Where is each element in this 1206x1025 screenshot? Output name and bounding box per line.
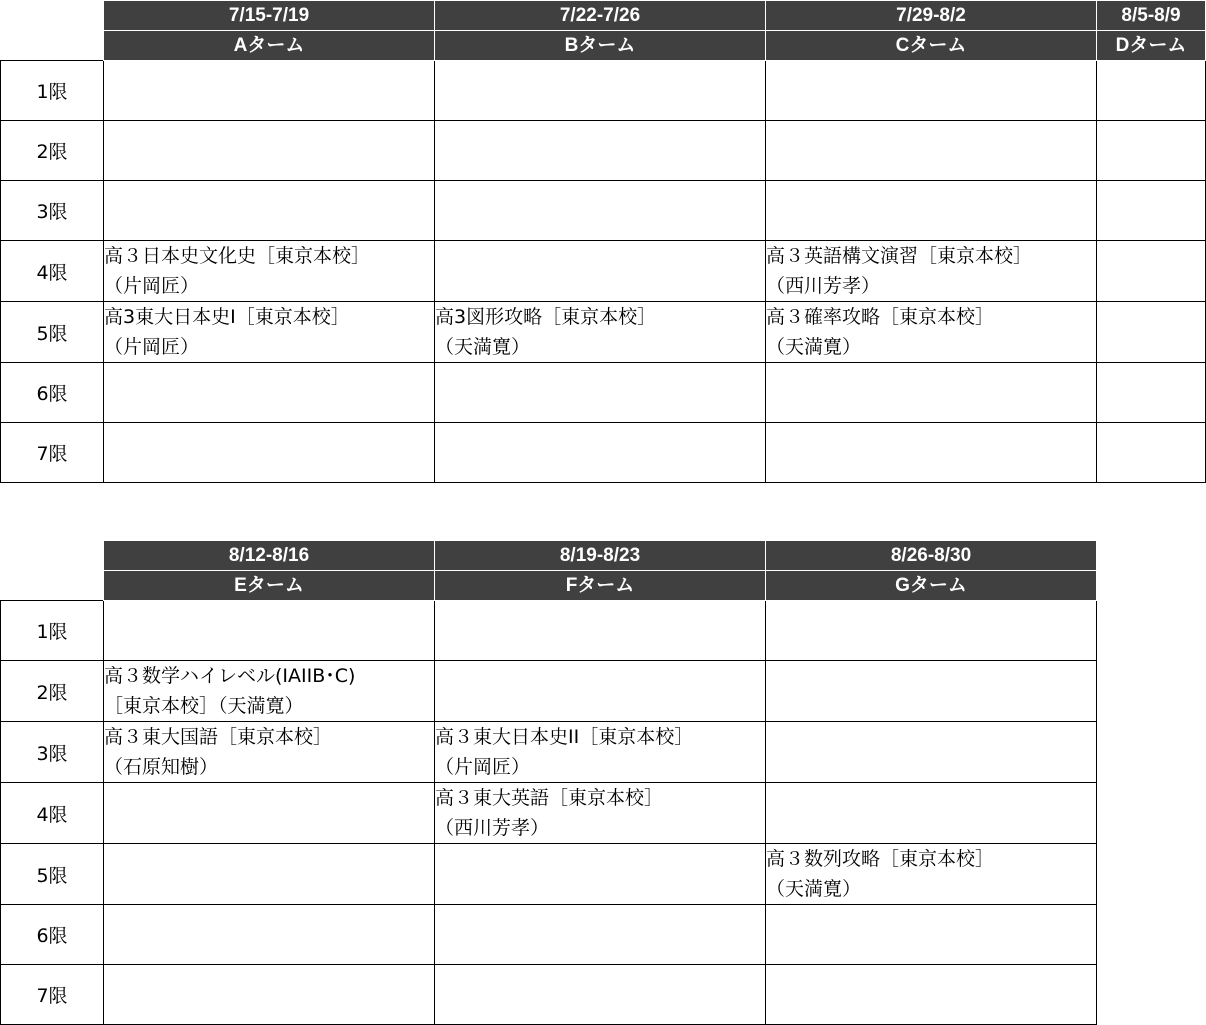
class-cell bbox=[766, 302, 1097, 363]
class-cell bbox=[766, 844, 1097, 905]
term-header: Fターム bbox=[435, 571, 766, 601]
date-header: 7/22-7/26 bbox=[435, 1, 766, 31]
period-row bbox=[1, 661, 1097, 722]
course-title: 高３数学ハイレベル(IAIIB･C) bbox=[104, 665, 356, 687]
date-header: 8/12-8/16 bbox=[104, 541, 435, 571]
class-cell bbox=[435, 965, 766, 1025]
course-title: 高３確率攻略［東京本校］ bbox=[766, 306, 995, 328]
class-cell bbox=[766, 722, 1097, 783]
class-cell bbox=[766, 363, 1097, 423]
period-row bbox=[1, 844, 1097, 905]
class-cell bbox=[1097, 241, 1206, 302]
period-label: 1限 bbox=[1, 61, 104, 121]
corner-cell bbox=[1, 571, 104, 601]
class-cell bbox=[766, 783, 1097, 844]
period-row bbox=[1, 121, 1206, 181]
period-label: 4限 bbox=[1, 783, 104, 844]
class-cell bbox=[766, 601, 1097, 661]
class-cell bbox=[1097, 423, 1206, 483]
course-detail: （西川芳孝） bbox=[435, 817, 550, 839]
term-header: Cターム bbox=[766, 31, 1097, 61]
class-cell bbox=[435, 423, 766, 483]
class-cell bbox=[766, 241, 1097, 302]
date-header: 7/29-8/2 bbox=[766, 1, 1097, 31]
class-cell bbox=[104, 61, 435, 121]
course-detail: ［東京本校］（天満寛） bbox=[104, 695, 304, 717]
course-detail: （石原知樹） bbox=[104, 756, 219, 778]
class-cell bbox=[766, 423, 1097, 483]
term-header: Bターム bbox=[435, 31, 766, 61]
class-cell bbox=[104, 661, 435, 722]
class-cell bbox=[766, 181, 1097, 241]
class-cell bbox=[435, 181, 766, 241]
class-cell bbox=[1097, 181, 1206, 241]
class-cell bbox=[104, 722, 435, 783]
class-cell bbox=[435, 61, 766, 121]
course-detail: （天満寛） bbox=[435, 336, 531, 358]
schedule-table-1 bbox=[0, 0, 1206, 483]
period-label: 5限 bbox=[1, 302, 104, 363]
period-row bbox=[1, 601, 1097, 661]
class-cell bbox=[766, 61, 1097, 121]
class-cell bbox=[104, 905, 435, 965]
class-cell bbox=[1097, 61, 1206, 121]
class-cell bbox=[104, 363, 435, 423]
class-cell bbox=[435, 844, 766, 905]
schedule-table-2 bbox=[0, 540, 1097, 1025]
course-title: 高3東大日本史Ⅰ［東京本校］ bbox=[104, 306, 350, 328]
period-row bbox=[1, 363, 1206, 423]
class-cell bbox=[435, 783, 766, 844]
class-cell bbox=[104, 783, 435, 844]
period-label: 6限 bbox=[1, 905, 104, 965]
course-detail: （天満寛） bbox=[766, 336, 862, 358]
date-header: 8/19-8/23 bbox=[435, 541, 766, 571]
class-cell bbox=[435, 722, 766, 783]
corner-cell bbox=[1, 541, 104, 571]
date-header: 7/15-7/19 bbox=[104, 1, 435, 31]
class-cell bbox=[766, 121, 1097, 181]
course-detail: （片岡匠） bbox=[104, 275, 200, 297]
period-row bbox=[1, 783, 1097, 844]
class-cell bbox=[1097, 302, 1206, 363]
course-title: 高３東大英語［東京本校］ bbox=[435, 787, 664, 809]
course-detail: （片岡匠） bbox=[435, 756, 531, 778]
class-cell bbox=[104, 844, 435, 905]
course-title: 高３東大日本史II［東京本校］ bbox=[435, 726, 694, 748]
period-label: 7限 bbox=[1, 423, 104, 483]
course-detail: （天満寛） bbox=[766, 878, 862, 900]
term-header: Eターム bbox=[104, 571, 435, 601]
class-cell bbox=[435, 661, 766, 722]
period-label: 2限 bbox=[1, 661, 104, 722]
class-cell bbox=[435, 121, 766, 181]
course-title: 高３数列攻略［東京本校］ bbox=[766, 848, 995, 870]
period-row bbox=[1, 965, 1097, 1025]
period-label: 4限 bbox=[1, 241, 104, 302]
term-header: Aターム bbox=[104, 31, 435, 61]
course-title: 高３日本史文化史［東京本校］ bbox=[104, 245, 371, 267]
class-cell bbox=[435, 601, 766, 661]
class-cell bbox=[435, 905, 766, 965]
class-cell bbox=[104, 121, 435, 181]
period-label: 6限 bbox=[1, 363, 104, 423]
period-row bbox=[1, 423, 1206, 483]
course-detail: （片岡匠） bbox=[104, 336, 200, 358]
date-header: 8/26-8/30 bbox=[766, 541, 1097, 571]
period-label: 2限 bbox=[1, 121, 104, 181]
class-cell bbox=[766, 965, 1097, 1025]
class-cell bbox=[1097, 363, 1206, 423]
corner-cell bbox=[1, 31, 104, 61]
class-cell bbox=[104, 965, 435, 1025]
class-cell bbox=[104, 601, 435, 661]
period-label: 1限 bbox=[1, 601, 104, 661]
course-title: 高３英語構文演習［東京本校］ bbox=[766, 245, 1033, 267]
class-cell bbox=[435, 241, 766, 302]
period-row bbox=[1, 181, 1206, 241]
period-label: 7限 bbox=[1, 965, 104, 1025]
term-header: Gターム bbox=[766, 571, 1097, 601]
term-header: Dターム bbox=[1097, 31, 1206, 61]
course-title: 高３東大国語［東京本校］ bbox=[104, 726, 333, 748]
course-title: 高3図形攻略［東京本校］ bbox=[435, 306, 657, 328]
period-row bbox=[1, 722, 1097, 783]
period-label: 3限 bbox=[1, 722, 104, 783]
class-cell bbox=[104, 181, 435, 241]
class-cell bbox=[766, 661, 1097, 722]
course-detail: （西川芳孝） bbox=[766, 275, 881, 297]
class-cell bbox=[1097, 121, 1206, 181]
period-row bbox=[1, 241, 1206, 302]
corner-cell bbox=[1, 1, 104, 31]
class-cell bbox=[766, 905, 1097, 965]
period-label: 5限 bbox=[1, 844, 104, 905]
class-cell bbox=[104, 423, 435, 483]
period-row bbox=[1, 905, 1097, 965]
class-cell bbox=[435, 302, 766, 363]
class-cell bbox=[104, 241, 435, 302]
period-row bbox=[1, 61, 1206, 121]
date-header: 8/5-8/9 bbox=[1097, 1, 1206, 31]
class-cell bbox=[435, 363, 766, 423]
period-row bbox=[1, 302, 1206, 363]
period-label: 3限 bbox=[1, 181, 104, 241]
class-cell bbox=[104, 302, 435, 363]
